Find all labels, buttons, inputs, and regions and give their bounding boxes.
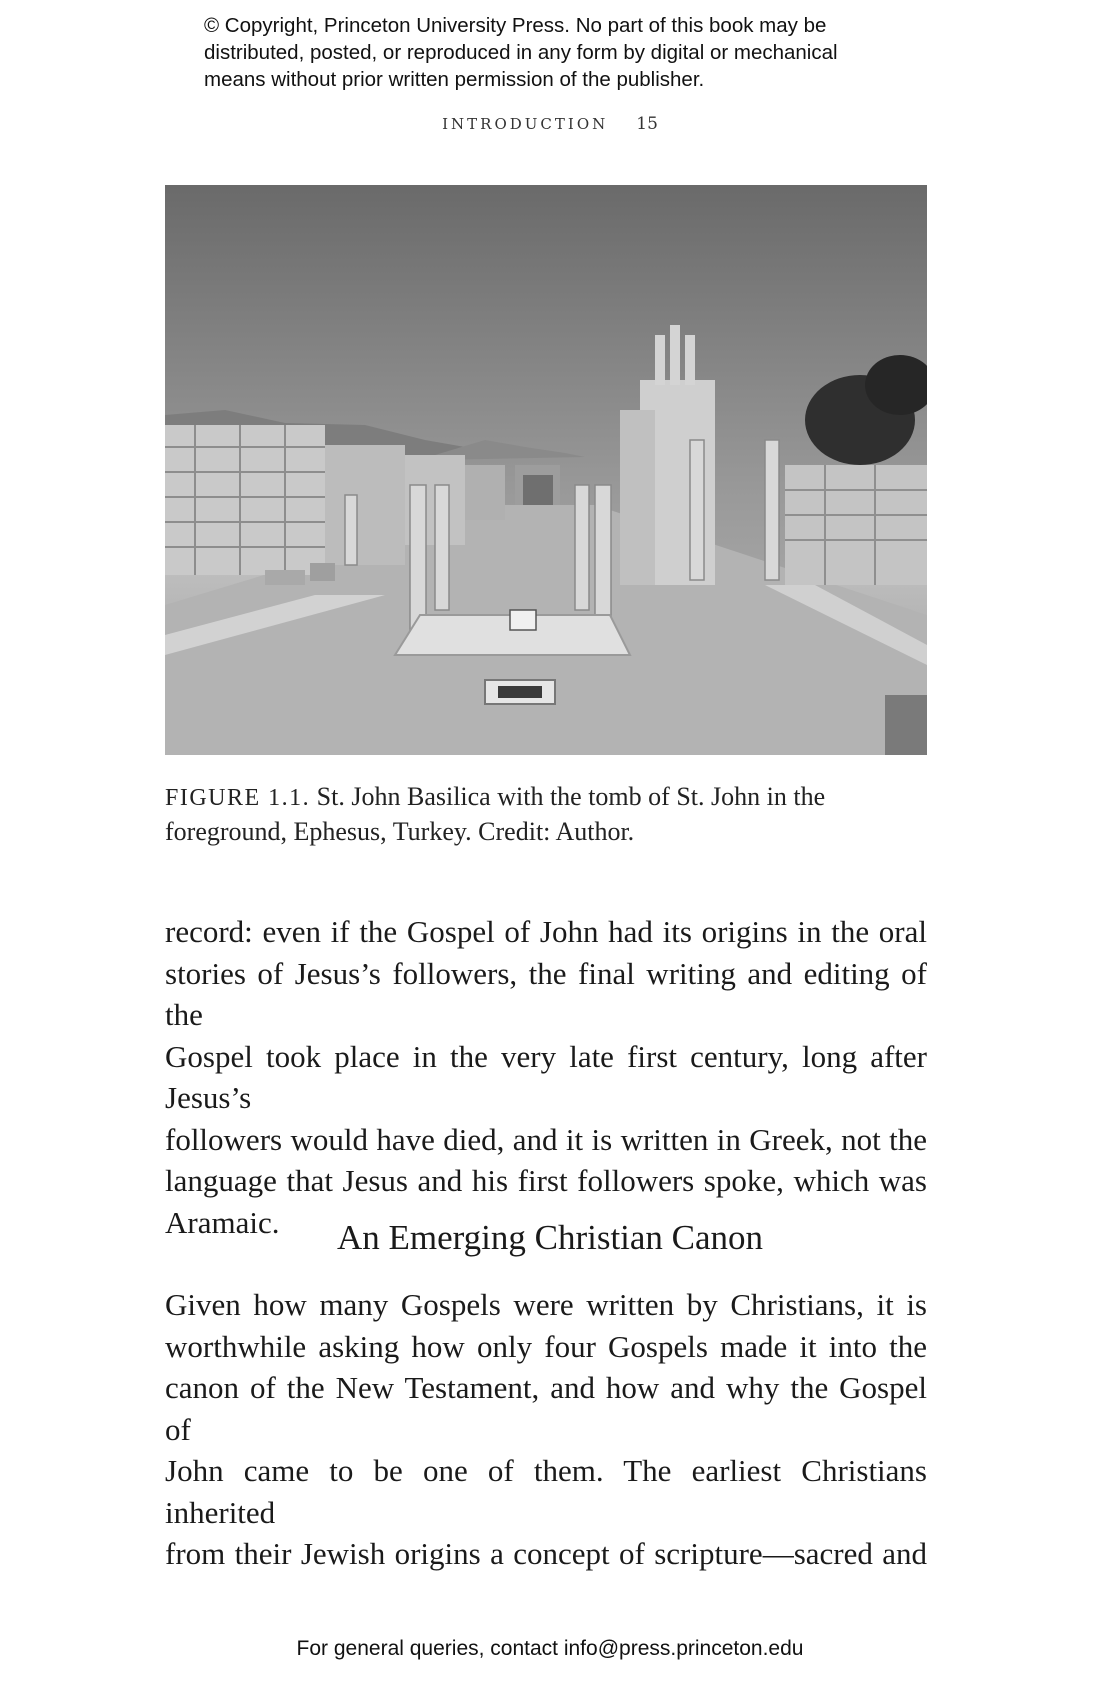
copyright-line-3: means without prior written permission of the publisher. bbox=[204, 68, 705, 91]
figure-caption-text-1: St. John Basilica with the tomb of St. John in the bbox=[310, 782, 826, 811]
paragraph-1-line: Gospel took place in the very late first century, long after Jesus’s bbox=[165, 1038, 927, 1115]
paragraph-2-line: Given how many Gospels were written by Christians, it is bbox=[165, 1287, 927, 1322]
footer-contact: For general queries, contact info@press.princeton.edu bbox=[296, 1637, 804, 1660]
paragraph-1-line: stories of Jesus’s followers, the final writing and editing of the bbox=[165, 955, 927, 1032]
paragraph-2-line: John came to be one of them. The earliest Christians inherited bbox=[165, 1453, 927, 1530]
page-number: 15 bbox=[636, 114, 658, 134]
section-heading: An Emerging Christian Canon bbox=[336, 1218, 764, 1257]
paragraph-1-line: followers would have died, and it is written in Greek, not the bbox=[165, 1121, 927, 1157]
running-head-section: INTRODUCTION bbox=[442, 115, 609, 133]
figure-caption-line-2: foreground, Ephesus, Turkey. Credit: Author. bbox=[165, 817, 635, 846]
copyright-line-1: © Copyright, Princeton University Press. No part of this book may be bbox=[204, 14, 827, 37]
figure-photo-basilica bbox=[165, 185, 927, 755]
paragraph-1-line: record: even if the Gospel of John had its origins in the oral bbox=[165, 914, 927, 949]
running-head bbox=[0, 114, 1100, 134]
body-paragraph-2 bbox=[165, 1284, 927, 1575]
paragraph-2-line: worthwhile asking how only four Gospels made it into the bbox=[165, 1328, 927, 1364]
paragraph-2-line: from their Jewish origins a concept of scripture—sacred and bbox=[165, 1536, 927, 1571]
copyright-line-2: distributed, posted, or reproduced in any form by digital or mechanical bbox=[204, 41, 838, 64]
figure-caption bbox=[165, 780, 935, 849]
figure-label: FIGURE 1.1. bbox=[165, 785, 311, 811]
body-paragraph-1 bbox=[165, 911, 927, 1243]
paragraph-1-line: language that Jesus and his first followers spoke, which was bbox=[165, 1163, 927, 1198]
figure-caption-line-1 bbox=[165, 780, 935, 815]
paragraph-2-line: canon of the New Testament, and how and why the Gospel of bbox=[165, 1370, 927, 1447]
copyright-notice bbox=[204, 12, 924, 93]
paragraph-1-line: Aramaic. bbox=[165, 1204, 280, 1240]
